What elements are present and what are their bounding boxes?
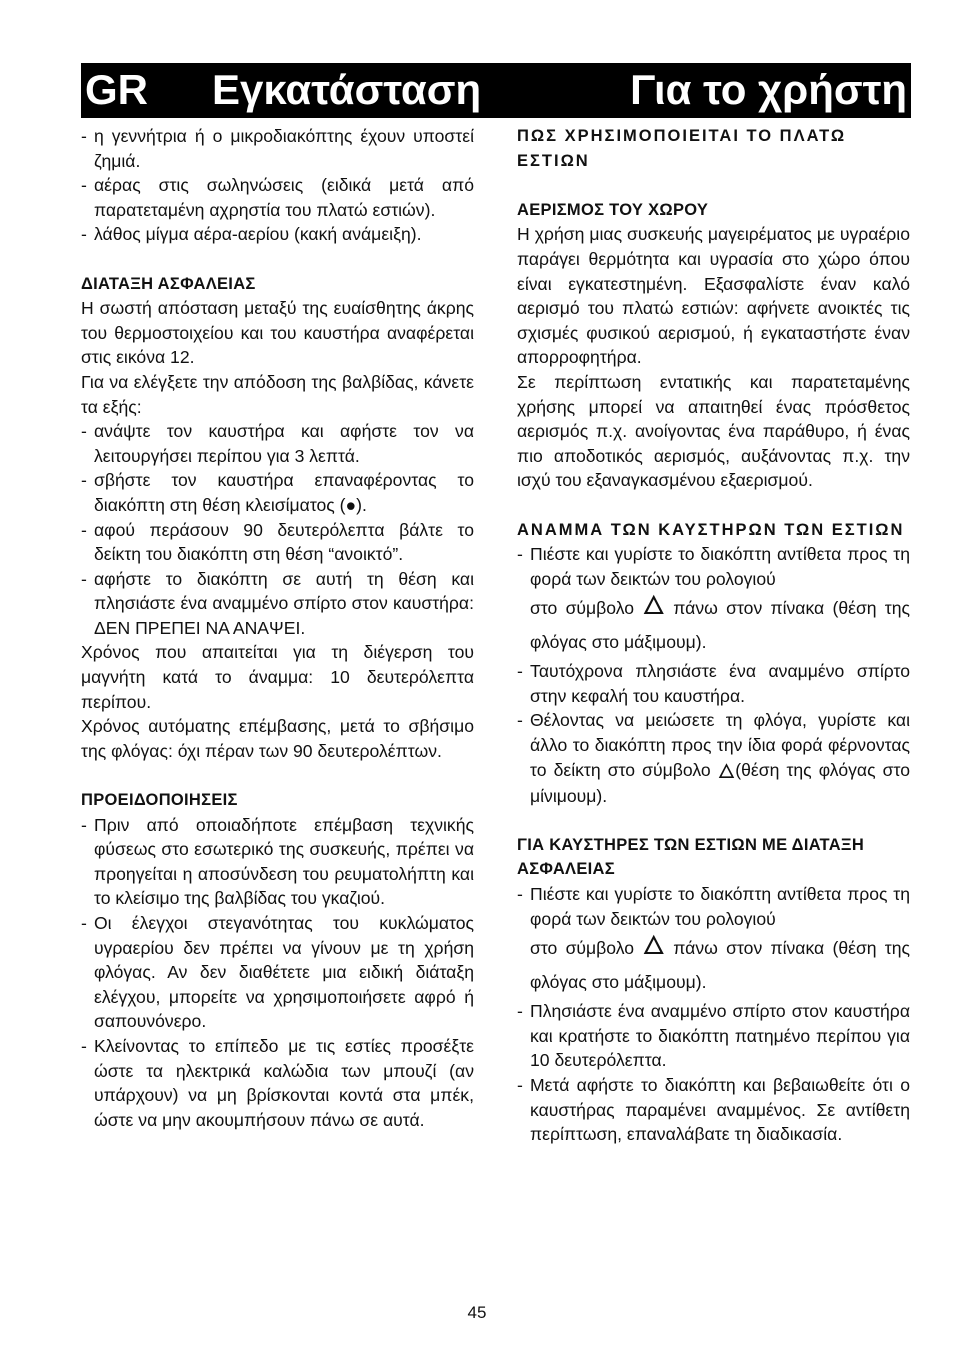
flame-max-icon: 🜂 <box>642 590 666 621</box>
how-to-use-heading: ΠΩΣ ΧΡΗΣΙΜΟΠΟΙΕΙΤΑΙ ΤΟ ΠΛΑΤΩ ΕΣΤΙΩΝ <box>517 127 847 170</box>
list-item: - ανάψτε τον καυστήρα και αφήστε τον να λειτουργήσει περίπου για 3 λεπτά. <box>81 419 474 468</box>
intro-list <box>81 124 474 247</box>
safety-paragraph: Για να ελέγξετε την απόδοση της βαλβίδας, κάνετε τα εξής: <box>81 371 474 417</box>
ventilation-heading: ΑΕΡΙΣΜΟΣ ΤΟΥ ΧΩΡΟΥ <box>517 200 709 219</box>
page-number: 45 <box>467 1303 487 1322</box>
left-column <box>81 124 474 1132</box>
ventilation-paragraph: Η χρήση μιας συσκευής μαγειρέματος με υγραέριο παράγει θερμότητα και υγρασία στο χώρο όπου είναι εγκατεστημένη. Εξασφαλίστε έναν καλό αερισμό του πλατώ εστιών: αφήνετε ανοικτές τις σχισμές φυσικού αερισμού, ή εγκαταστήστε έναν απορροφητήρα. <box>517 224 910 368</box>
section-title-installation: Εγκατάσταση <box>212 66 482 113</box>
list-item: - Πριν από οποιαδήποτε επέμβαση τεχνικής φύσεως στο εσωτερικό της συσκευής, πρέπει να προηγείται η αποσύνδεση του ρευματολήπτη και το κλείσιμο της βαλβίδας του γκαζιού. <box>81 813 474 911</box>
language-code: GR <box>85 66 148 113</box>
list-item: - αφήστε το διακόπτη σε αυτή τη θέση και πλησιάστε ένα αναμμένο σπίρτο στον καυστήρα: ΔΕΝ ΠΡΕΠΕΙ ΝΑ ΑΝΑΨΕΙ. <box>81 567 474 641</box>
warnings-list <box>81 813 474 1133</box>
ventilation-paragraph: Σε περίπτωση εντατικής και παρατεταμένης χρήσης μπορεί να απαιτηθεί ένας πρόσθετος αερισμός π.χ. ανοίγοντας ένα παράθυρο, ή ένας πιο αποδοτικός αερισμός, αυξάνοντας π.χ. την ισχύ του εξαναγκασμένου εξαερισμού. <box>517 371 910 491</box>
safety-paragraph: Η σωστή απόσταση μεταξύ της ευαίσθητης άκρης του θερμοστοιχείου και του καυστήρα αναφέρεται στις εικόνα 12. <box>81 298 474 368</box>
list-item: - Πιέστε και γυρίστε το διακόπτη αντίθετα προς τη φορά των δεικτών του ρολογιού στο σύμβολο 🜂 πάνω στον πίνακα (θέση της φλόγας στο μάξιμουμ). <box>517 882 910 999</box>
list-item: - Ταυτόχρονα πλησιάστε ένα αναμμένο σπίρτο στην κεφαλή του καυστήρα. <box>517 659 910 708</box>
section-title-user: Για το χρήστη <box>630 66 907 113</box>
list-item: - Θέλοντας να μειώσετε τη φλόγα, γυρίστε και άλλο το διακόπτη προς την ίδια φορά φέρνοντας το δείκτη στο σύμβολο 🜂(θέση της φλόγας στο μίνιμουμ). <box>517 708 910 808</box>
warnings-heading: ΠΡΟΕΙΔΟΠΟΙΗΣΕΙΣ <box>81 791 238 810</box>
list-item: - Πιέστε και γυρίστε το διακόπτη αντίθετα προς τη φορά των δεικτών του ρολογιού στο σύμβολο 🜂 πάνω στον πίνακα (θέση της φλόγας στο μάξιμουμ). <box>517 542 910 659</box>
list-item: - Κλείνοντας το επίπεδο με τις εστίες προσέξτε ώστε τα ηλεκτρικά καλώδια των μπουζί (αν υπάρχουν) να μη βρίσκονται κοντά στα μπέκ, ώστε να μην ακουμπήσουν πάνω σε αυτά. <box>81 1034 474 1132</box>
safety-burners-list <box>517 882 910 1147</box>
list-item: - λάθος μίγμα αέρα-αερίου (κακή ανάμειξη). <box>81 222 474 247</box>
safety-device-heading: ΔΙΑΤΑΞΗ ΑΣΦΑΛΕΙΑΣ <box>81 274 256 293</box>
list-item: - σβήστε τον καυστήρα επαναφέροντας το διακόπτη στη θέση κλεισίματος (●). <box>81 468 474 517</box>
right-column <box>517 124 910 1147</box>
list-item: - Πλησιάστε ένα αναμμένο σπίρτο στον καυστήρα και κρατήστε το διακόπτη πατημένο περίπου για 10 δευτερόλεπτα. <box>517 999 910 1073</box>
list-item: - αέρας στις σωληνώσεις (ειδικά μετά από παρατεταμένη αχρηστία του πλατώ εστιών). <box>81 173 474 222</box>
safety-paragraph: Χρόνος που απαιτείται για τη διέγερση του μαγνήτη κατά το άναμμα: 10 δευτερόλεπτα περίπου. <box>81 642 474 712</box>
list-item: - αφού περάσουν 90 δευτερόλεπτα βάλτε το δείκτη του διακόπτη στη θέση “ανοικτό”. <box>81 518 474 567</box>
flame-max-icon: 🜂 <box>642 930 666 961</box>
safety-burners-heading: ΓΙΑ ΚΑΥΣΤΗΡΕΣ ΤΩΝ ΕΣΤΙΩΝ ΜΕ ΔΙΑΤΑΞΗ ΑΣΦΑΛΕΙΑΣ <box>517 835 865 879</box>
ignition-list <box>517 542 910 808</box>
list-item: - Οι έλεγχοι στεγανότητας του κυκλώματος υγραερίου δεν πρέπει να γίνουν με τη χρήση φλόγας. Αν δεν διαθέτετε μια ειδική διάταξη ελέγχου, μπορείτε να χρησιμοποιήσετε αφρό ή σαπουνόνερο. <box>81 911 474 1034</box>
list-item: - Μετά αφήστε το διακόπτη και βεβαιωθείτε ότι ο καυστήρας παραμένει αναμμένος. Σε αντίθετη περίπτωση, επαναλάβατε τη διαδικασία. <box>517 1073 910 1147</box>
safety-steps-list <box>81 419 474 640</box>
list-item: - η γεννήτρια ή ο μικροδιακόπτης έχουν υποστεί ζημιά. <box>81 124 474 173</box>
ignition-heading: ΑΝΑΜΜΑ ΤΩΝ ΚΑΥΣΤΗΡΩΝ ΤΩΝ ΕΣΤΙΩΝ <box>517 520 905 539</box>
safety-paragraph: Χρόνος αυτόματης επέμβασης, μετά το σβήσιμο της φλόγας: όχι πέραν των 90 δευτερολέπτων. <box>81 716 474 761</box>
page-header <box>81 63 911 118</box>
flame-min-icon: 🜂 <box>717 760 736 783</box>
